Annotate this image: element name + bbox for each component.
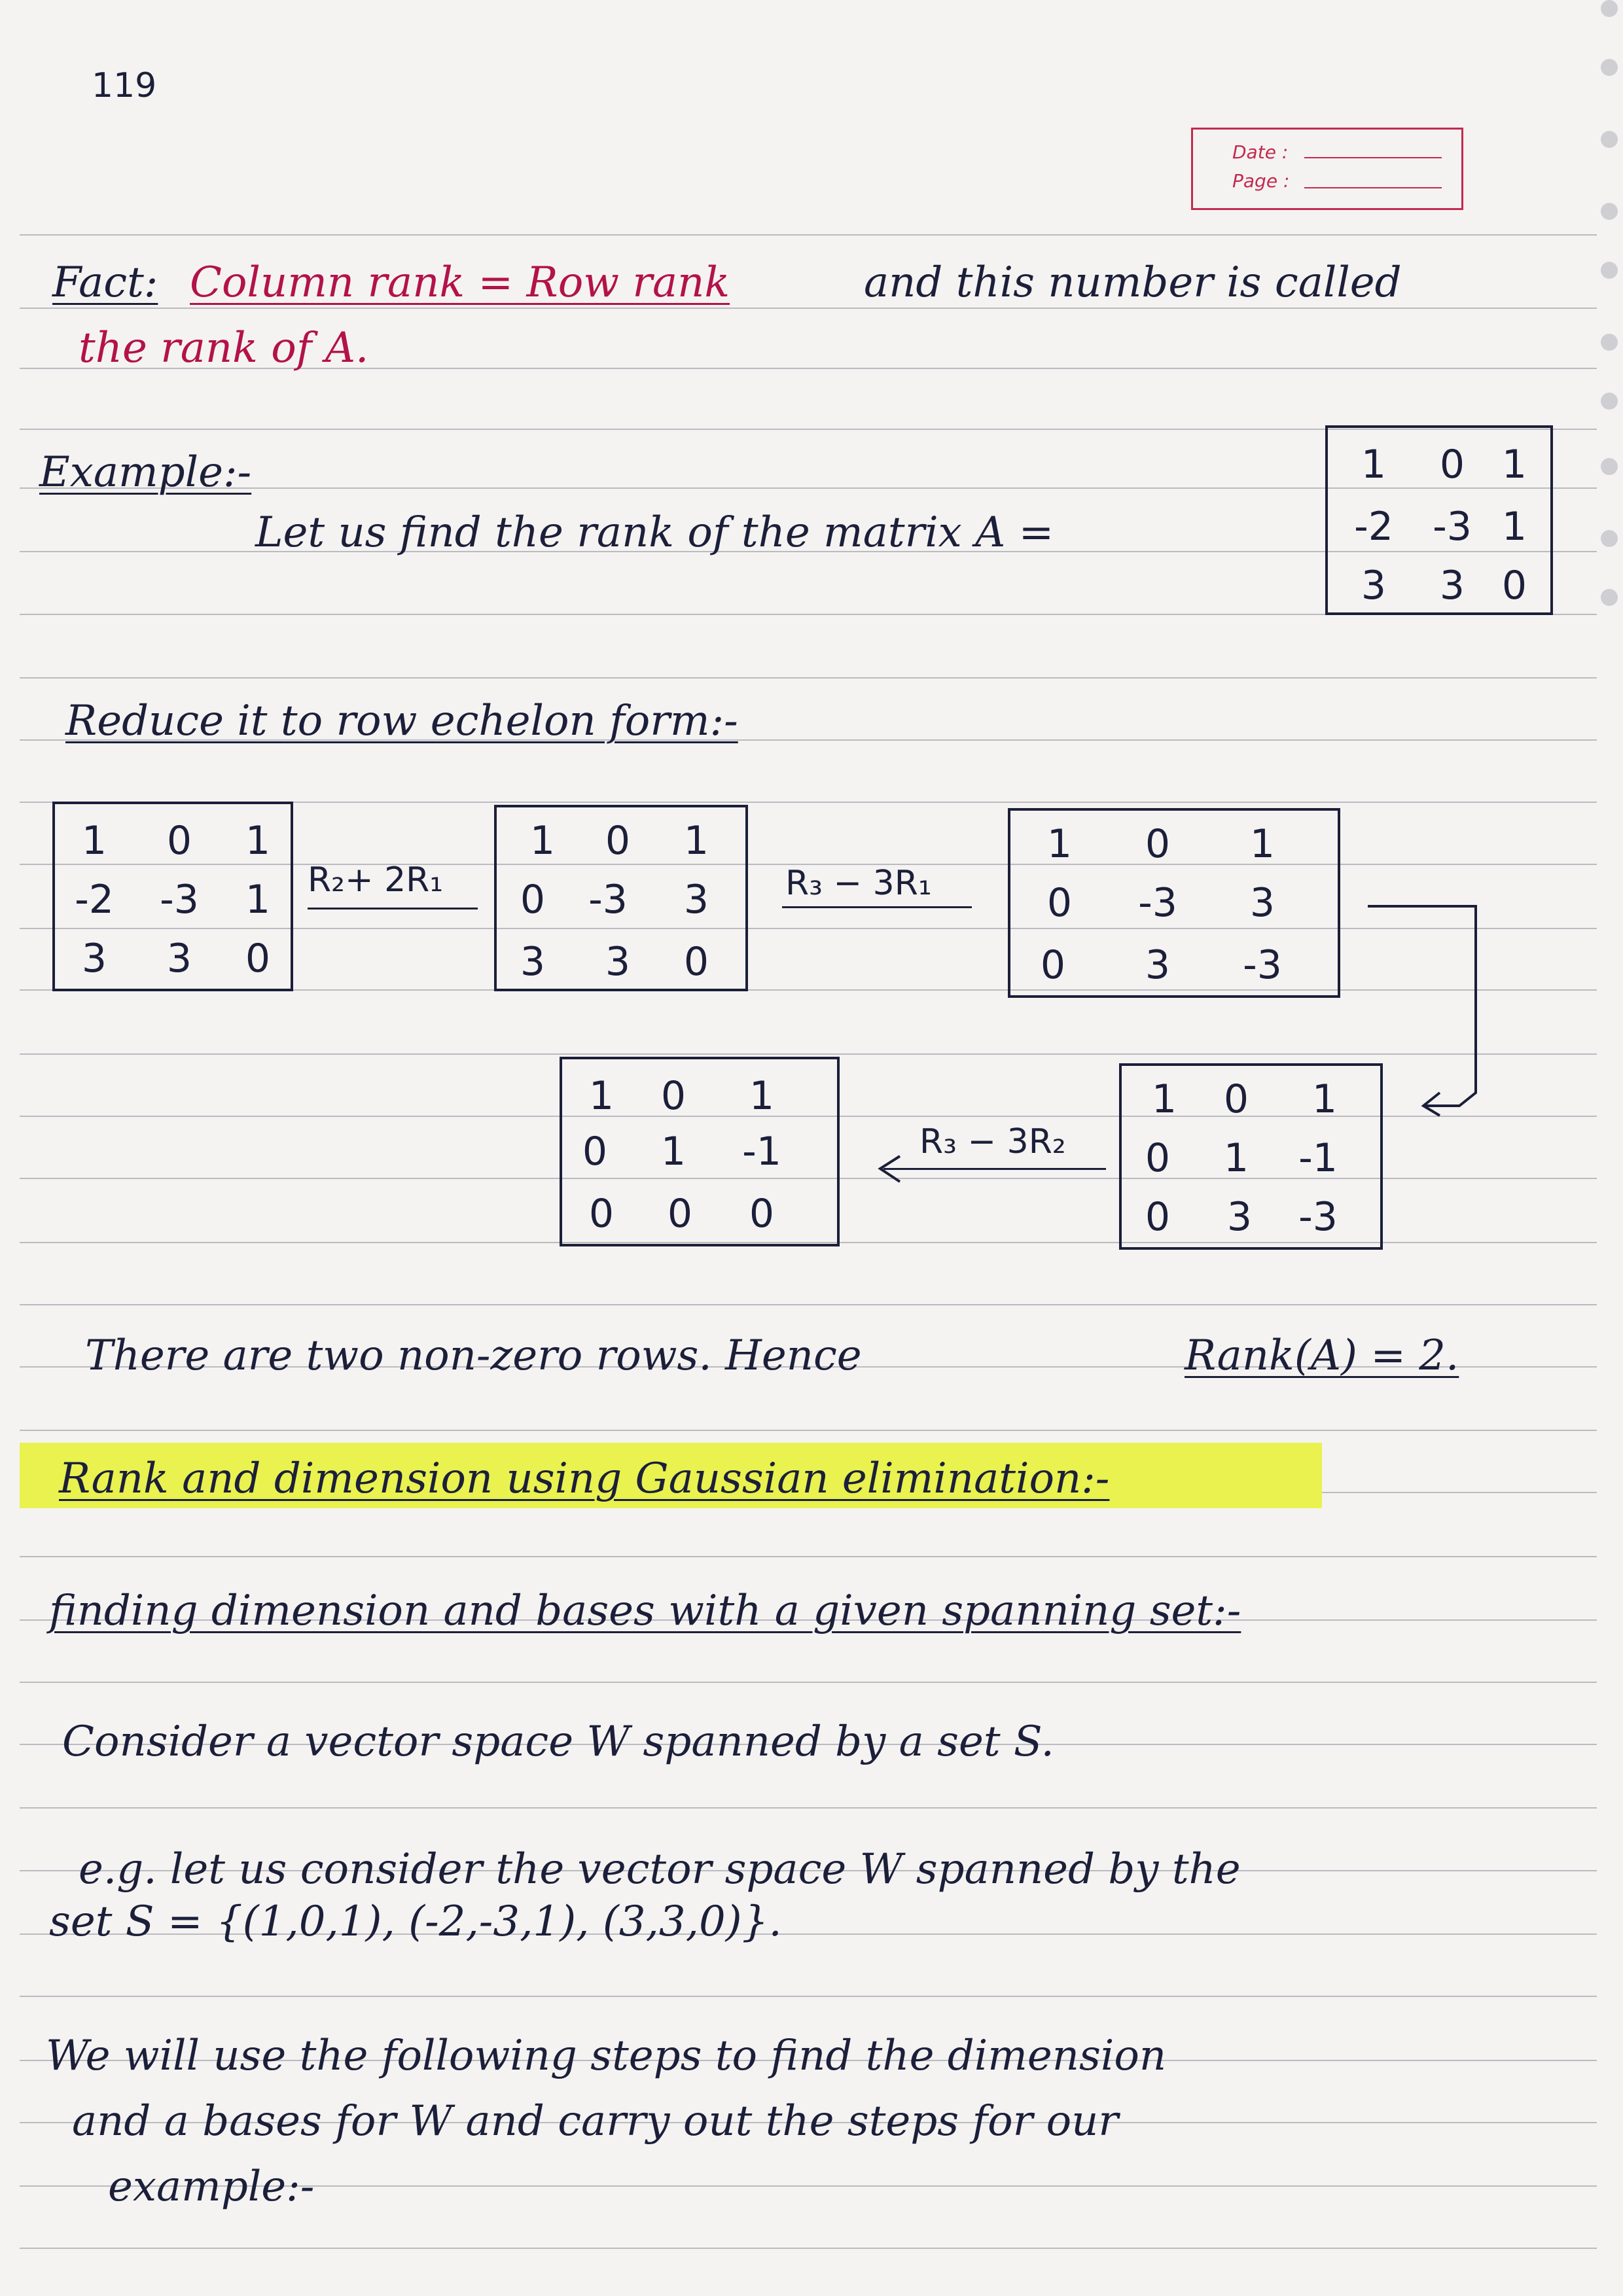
matrix-entry: 1 bbox=[1249, 821, 1275, 867]
matrix-entry: 0 bbox=[1040, 942, 1066, 988]
matrix-entry: 3 bbox=[1439, 563, 1465, 609]
arrow-left-head bbox=[874, 1153, 906, 1186]
matrix-entry: 1 bbox=[1501, 504, 1527, 550]
example-line-2: set S = {(1,0,1), (-2,-3,1), (3,3,0)}. bbox=[49, 1898, 782, 1946]
fact-line2: the rank of A. bbox=[79, 324, 369, 372]
matrix-entry: 1 bbox=[1501, 442, 1527, 487]
matrix-entry: -3 bbox=[588, 877, 628, 923]
matrix-entry: 1 bbox=[1311, 1076, 1338, 1122]
fact-rest: and this number is called bbox=[864, 258, 1402, 307]
matrix-step-3 bbox=[1008, 808, 1340, 998]
matrix-a bbox=[1325, 425, 1553, 615]
steps-line-3: example:- bbox=[108, 2163, 315, 2211]
matrix-entry: 0 bbox=[1145, 1194, 1171, 1240]
matrix-entry: 0 bbox=[660, 1073, 687, 1119]
example-statement: Let us find the rank of the matrix A = bbox=[255, 508, 1054, 557]
matrix-entry: 3 bbox=[81, 936, 107, 981]
matrix-entry: -3 bbox=[1243, 942, 1282, 988]
matrix-entry: -3 bbox=[160, 877, 199, 923]
matrix-step-4 bbox=[1119, 1063, 1383, 1250]
matrix-entry: 1 bbox=[588, 1073, 615, 1119]
matrix-entry: 1 bbox=[1361, 442, 1387, 487]
matrix-step-1 bbox=[52, 802, 293, 991]
conclusion-rank: Rank(A) = 2. bbox=[1185, 1332, 1459, 1380]
subsection-heading: finding dimension and bases with a given spanning set:- bbox=[49, 1587, 1241, 1635]
matrix-entry: 1 bbox=[749, 1073, 775, 1119]
fact-label: Fact: bbox=[52, 258, 158, 307]
matrix-entry: 0 bbox=[520, 877, 546, 923]
matrix-entry: -1 bbox=[742, 1129, 781, 1174]
matrix-entry: 0 bbox=[582, 1129, 608, 1174]
matrix-entry: 3 bbox=[520, 939, 546, 985]
matrix-entry: 0 bbox=[1046, 880, 1073, 926]
matrix-entry: -3 bbox=[1433, 504, 1472, 550]
section-heading: Rank and dimension using Gaussian elimination:- bbox=[59, 1455, 1110, 1503]
matrix-entry: 3 bbox=[1145, 942, 1171, 988]
matrix-entry: 1 bbox=[1046, 821, 1073, 867]
steps-line-1: We will use the following steps to find the dimension bbox=[46, 2032, 1167, 2080]
op-r3-minus-3r2: R₃ − 3R₂ bbox=[919, 1122, 1066, 1161]
matrix-entry: 0 bbox=[245, 936, 271, 981]
matrix-entry: 1 bbox=[660, 1129, 687, 1174]
matrix-entry: 3 bbox=[1249, 880, 1275, 926]
matrix-entry: 0 bbox=[1145, 821, 1171, 867]
matrix-entry: 0 bbox=[683, 939, 709, 985]
matrix-entry: 3 bbox=[1226, 1194, 1253, 1240]
matrix-entry: 3 bbox=[166, 936, 192, 981]
arrow-right-1 bbox=[308, 908, 478, 910]
matrix-entry: 3 bbox=[605, 939, 631, 985]
steps-line-2: and a bases for W and carry out the steps for our bbox=[72, 2097, 1118, 2146]
matrix-entry: 1 bbox=[245, 818, 271, 864]
page-label: Page : bbox=[1232, 170, 1290, 192]
example-line-1: e.g. let us consider the vector space W spanned by the bbox=[79, 1845, 1241, 1894]
matrix-entry: 1 bbox=[1223, 1135, 1249, 1181]
conclusion-text: There are two non-zero rows. Hence bbox=[85, 1332, 862, 1380]
matrix-step-2 bbox=[494, 805, 748, 991]
matrix-entry: 1 bbox=[683, 818, 709, 864]
reduce-heading: Reduce it to row echelon form:- bbox=[65, 697, 738, 745]
matrix-entry: -3 bbox=[1138, 880, 1177, 926]
consider-text: Consider a vector space W spanned by a set S. bbox=[62, 1718, 1054, 1766]
op-r2-plus-2r1: R₂+ 2R₁ bbox=[308, 860, 444, 900]
op-r3-minus-3r1: R₃ − 3R₁ bbox=[785, 864, 932, 903]
connector-arrow bbox=[1361, 896, 1505, 1119]
matrix-entry: 1 bbox=[1151, 1076, 1177, 1122]
matrix-entry: 0 bbox=[166, 818, 192, 864]
matrix-entry: 1 bbox=[81, 818, 107, 864]
fact-colored-text: Column rank = Row rank bbox=[190, 258, 730, 307]
example-heading: Example:- bbox=[39, 448, 252, 497]
matrix-entry: -1 bbox=[1298, 1135, 1338, 1181]
matrix-entry: 0 bbox=[749, 1191, 775, 1237]
arrow-left bbox=[883, 1168, 1106, 1170]
page-number: 119 bbox=[92, 66, 157, 105]
date-page-stamp bbox=[1191, 128, 1463, 210]
matrix-entry: 0 bbox=[667, 1191, 693, 1237]
matrix-entry: 0 bbox=[588, 1191, 615, 1237]
matrix-entry: 0 bbox=[1223, 1076, 1249, 1122]
matrix-entry: 0 bbox=[605, 818, 631, 864]
arrow-right-2 bbox=[782, 906, 972, 908]
matrix-entry: 0 bbox=[1145, 1135, 1171, 1181]
matrix-entry: 3 bbox=[683, 877, 709, 923]
matrix-entry: 0 bbox=[1501, 563, 1527, 609]
matrix-entry: 1 bbox=[529, 818, 556, 864]
matrix-entry: 1 bbox=[245, 877, 271, 923]
matrix-entry: 0 bbox=[1439, 442, 1465, 487]
matrix-entry: 3 bbox=[1361, 563, 1387, 609]
matrix-step-5 bbox=[560, 1057, 840, 1246]
matrix-entry: -3 bbox=[1298, 1194, 1338, 1240]
matrix-entry: -2 bbox=[1354, 504, 1393, 550]
date-label: Date : bbox=[1232, 141, 1289, 163]
matrix-entry: -2 bbox=[75, 877, 114, 923]
